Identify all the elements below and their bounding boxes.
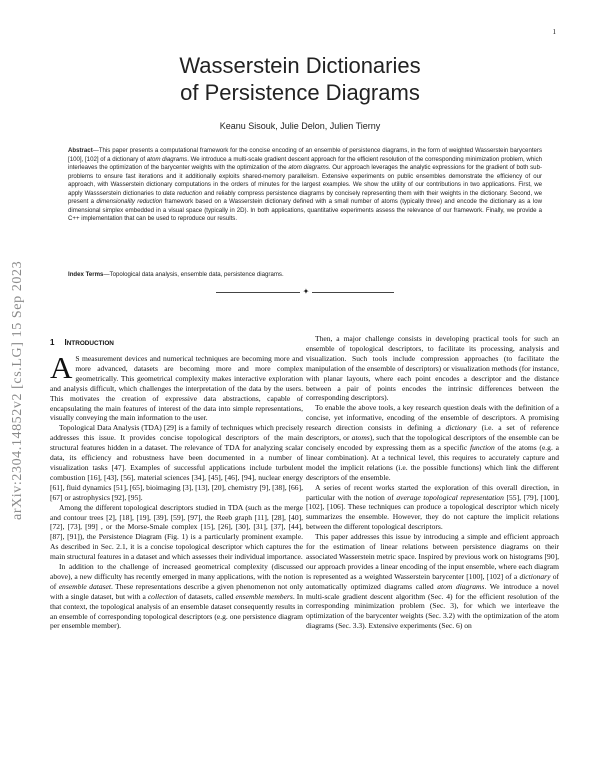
left-column [50,338,303,631]
abstract-text: . Our approach leverages the analytic expressions for the gradient of both sub-problems to ensure fast iterations and it additionally exploits shared-memory parallelism. Extensive experiments on public ensembles demonstrate the efficiency of our approach, with Wasserstein dictionary computations in the orders of minutes for the largest examples. We show the utility of our contributions in two applications. First, we apply Wassserstein dictionaries to [68,164,542,197]
drop-cap: A [50,350,73,385]
paragraph-text: [55], [79], [100], [102], [106]. These techniques can produce a topological descriptor which nicely summarizes the ensemble. However, they do not capture the implicit relations between the different topological descriptors. [306,492,559,532]
abstract-emphasis: atom diagrams [288,164,329,172]
index-terms-text: —Topological data analysis, ensemble data, persistence diagrams. [103,271,284,278]
paragraph [50,562,303,631]
title-line-2: of Persistence Diagrams [180,80,420,105]
emphasis: ensemble members [235,591,293,601]
paragraph: Then, a major challenge consists in developing practical tools for such an ensemble of topological descriptors, to facilitate its processing, analysis and visualization. Such tools include compression approaches (to facilitate the manipulation of the ensemble of descriptors) or visualization methods (for instance, with planar layouts, where each point encodes a descriptor and the distance between a pair of points encodes the intrinsic differences between the corresponding descriptors). [306,334,559,403]
abstract-emphasis: atom diagrams [146,155,188,163]
paragraph: Topological Data Analysis (TDA) [29] is a family of techniques which precisely addresses this issue. It provides concise topological descriptors of the main structural features hidden in a dataset. The relevance of TDA for analyzing scalar data, its efficiency and robustness have been documented in a number of visualization tasks [47]. Examples of successful applications include turbulent combustion [16], [43], [56], material sciences [34], [45], [46], [94], nuclear energy [61], fluid dynamics [51], [65], bioimaging [3], [13], [20], chemistry [9], [38], [66], [67] or astrophysics [92], [95]. [50,423,303,502]
separator-diamond-icon: ✦ [300,286,312,298]
index-terms-label: Index Terms [68,271,104,278]
emphasis: dictionary [445,423,477,433]
paragraph-text: . In that context, the topological analysis of an ensemble dataset consequently results in an ensemble of corresponding topological descriptors (e.g. one persistence diagram per ensemble member). [50,591,303,631]
paragraph [306,483,559,533]
emphasis: atoms [351,433,370,443]
abstract-text: and reliably compress persistence diagrams by concisely representing them with their weights in the dictionary. Second, we present a [68,189,542,206]
abstract-emphasis: dimensionality reduction [96,198,163,206]
paragraph-text: To enable the above tools, a key research question deals with the definition of a concise, yet informative, encoding of the ensemble of descriptors. A promising research direction consists in defining a [306,403,559,433]
abstract-text: . We introduce a multi-scale gradient descent approach for the efficient resolution of the corresponding minimization problem, which interleaves the optimization of the barycenter weights with the optimization of the [68,155,543,172]
paragraph-text: ), such that the topological descriptors of the ensemble can be concisely encoded by expressing them as a specific [306,433,560,452]
paragraph-text: of the atoms (e.g. a linear combination). At a technical level, this requires to accurately capture and model the implicit relations (i.e. the possible functions) which link the different descriptors of the ensemble. [306,442,559,482]
paragraph-text: This paper addresses this issue by introducing a simple and efficient approach for the estimation of linear relations between persistence diagrams on their associated Wasserstein metric space. Inspired by previous work on histograms [90], our approach provides a linear encoding of the input ensemble, where each diagram is represented as a weighted Wasserstein barycenter [100], [102] of a [306,532,559,581]
paragraph [306,403,559,482]
emphasis: average topological representation [396,492,504,502]
paragraph: Among the different topological descriptors studied in TDA (such as the merge and contour trees [2], [18], [19], [39], [59], [97], the Reeb graph [11], [28], [40], [72], [73], [99] , or the Morse-Smale complex [15], [26], [30], [31], [37], [44], [87], [91]), the Persistence Diagram (Fig. 1) is a particularly prominent example. As described in Sec. 2.1, it is a concise topological descriptor which captures the main structural features in a dataset and which assesses their individual importance. [50,502,303,562]
section-title-initial: I [64,338,67,347]
abstract-text: framework based on a Wasserstein dictionary defined with a small number of atoms (typically three) and encode the dictionary as a low dimensional simplex embedded in a visual space (typically in 2D). In both applications, quantitative experiments assess the relevance of our framework. Finally, we provide a C++ implementation that can be used to reproduce our results. [68,198,542,223]
paragraph-text: (i.e. a set of reference descriptors, or [306,423,559,443]
emphasis: function [470,442,495,452]
index-terms [68,271,542,280]
paragraph [50,350,303,423]
section-number: 1 [50,338,55,347]
authors: Keanu Sisouk, Julie Delon, Julien Tierny [219,121,381,131]
emphasis: atom diagrams [437,581,485,591]
abstract [68,147,542,224]
paragraph-text: S measurement devices and numerical techniques are becoming more and more advanced, datasets are becoming more and more complex geometrically. This geometrical complexity makes interactive exploration and analysis difficult, which challenges the interpretation of the data by the users. This motivates the creation of expressive data abstractions, capable of encapsulating the main features of interest of the data into simple representations, visually conveying the main information to the user. [50,354,303,423]
paragraph-text: of automatically optimized diagrams called [306,571,559,591]
paper-title [0,52,600,106]
paragraph-text: In addition to the challenge of increased geometrical complexity (discussed above), a new difficulty has recently emerged in many applications, with the notion of [50,562,303,591]
abstract-label: Abstract [68,147,93,154]
paragraph-text: . We introduce a novel multi-scale gradient descent algorithm (Sec. 4) for the efficient resolution of the corresponding minimization problem (Sec. 3), for which we interleave the optimization of the barycenter weights (Sec. 3.2) with the optimization of the atom diagrams (Sec. 3.3). Extensive experiments (Sec. 6) on [306,581,559,631]
arxiv-stamp: arXiv:2304.14852v2 [cs.LG] 15 Sep 2023 [10,260,25,520]
emphasis: ensemble dataset [58,581,111,591]
abstract-text: —This paper presents a computational framework for the concise encoding of an ensemble of persistence diagrams, in the form of weighted Wasserstein barycenters [100], [102] of a dictionary of [68,147,542,163]
section-title-rest: NTRODUCTION [66,340,114,347]
page-number: 1 [552,28,556,36]
paragraph [306,532,559,631]
emphasis: collection [147,591,178,601]
emphasis: dictionary [519,571,551,581]
paragraph-text: . These representations describe a given phenomenon not only with a single dataset, but with a [50,581,303,601]
right-column [306,334,559,631]
abstract-emphasis: data reduction [163,189,203,197]
paragraph-text: of datasets, called [177,591,236,601]
paragraph-text: A series of recent works started the exploration of this overall direction, in particular with the notion of [306,482,559,502]
title-line-1: Wasserstein Dictionaries [179,53,421,78]
